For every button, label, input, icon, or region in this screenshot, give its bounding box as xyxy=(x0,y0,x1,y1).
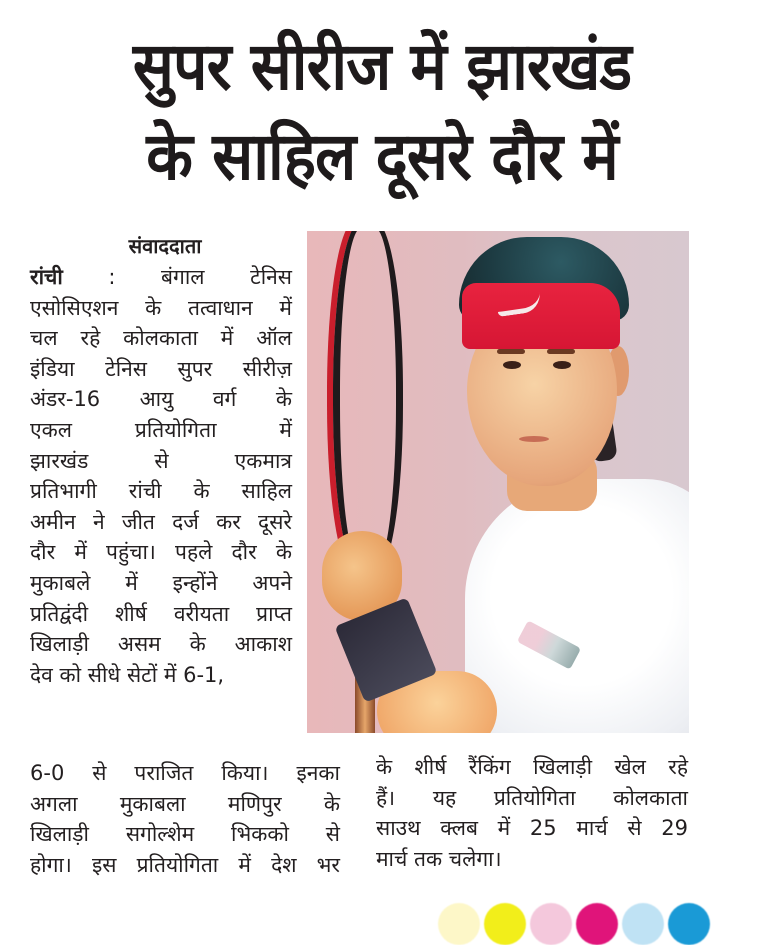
shirt xyxy=(465,479,689,733)
eyebrow xyxy=(497,349,525,354)
article-row: मार्च तक चलेगा। xyxy=(376,846,502,871)
article-row: एसोसिएशन के तत्वाधान में xyxy=(30,295,292,320)
article-row xyxy=(30,262,292,293)
eye xyxy=(503,361,521,369)
print-color-bar xyxy=(438,903,714,928)
article-row: साउथ क्लब में 25 मार्च से 29 xyxy=(376,816,688,841)
color-swatch xyxy=(622,903,664,945)
article-row: एकल प्रतियोगिता में xyxy=(30,417,292,442)
article-row: झारखंड से एकमात्र xyxy=(30,448,292,473)
color-swatch xyxy=(438,903,480,945)
article-row: इंडिया टेनिस सुपर सीरीज़ xyxy=(30,356,292,381)
tennis-racket-icon xyxy=(333,231,403,575)
headband xyxy=(462,283,620,349)
dateline: रांची xyxy=(30,265,63,289)
article-row: खिलाड़ी असम के आकाश xyxy=(30,632,292,657)
article-row: अंडर-16 आयु वर्ग के xyxy=(30,387,292,412)
article-row: 6-0 से पराजित किया। इनका xyxy=(30,761,340,785)
article-row: मुकाबले में इन्होंने अपने xyxy=(30,570,292,595)
color-swatch xyxy=(668,903,710,945)
article-row: देव को सीधे सेटों में 6-1, xyxy=(30,662,225,687)
article-left-column xyxy=(30,262,292,690)
color-swatch xyxy=(530,903,572,945)
article-row: दौर में पहुंचा। पहले दौर के xyxy=(30,540,292,565)
article-row: प्रतिद्वंदी शीर्ष वरीयता प्राप्त xyxy=(30,601,292,626)
article-row: हैं। यह प्रतियोगिता कोलकाता xyxy=(376,785,688,810)
article-bottom-left-column xyxy=(30,758,340,880)
dateline-separator: : xyxy=(108,265,116,289)
headline-line-2: के साहिल दूसरे दौर में xyxy=(146,118,618,195)
byline: संवाददाता xyxy=(128,234,202,258)
article-row: चल रहे कोलकाता में ऑल xyxy=(30,326,292,351)
article-row: होगा। इस प्रतियोगिता में देश भर xyxy=(30,852,340,877)
eyebrow xyxy=(547,349,575,354)
article-row: प्रतिभागी रांची के साहिल xyxy=(30,479,292,504)
article-row: अमीन ने जीत दर्ज कर दूसरे xyxy=(30,509,292,534)
color-swatch xyxy=(576,903,618,945)
player-photo xyxy=(307,231,689,733)
color-swatch xyxy=(484,903,526,945)
mouth xyxy=(519,436,549,442)
article-text: बंगाल टेनिस xyxy=(161,265,292,289)
eye xyxy=(553,361,571,369)
article-row: खिलाड़ी सगोल्शेम भिकको से xyxy=(30,822,340,847)
article-right-column xyxy=(376,752,688,874)
headline xyxy=(31,22,734,202)
headline-line-1: सुपर सीरीज में झारखंड xyxy=(132,28,632,105)
article-row: अगला मुकाबला मणिपुर के xyxy=(30,791,340,816)
article-row: के शीर्ष रैंकिंग खिलाड़ी खेल रहे xyxy=(376,755,688,779)
